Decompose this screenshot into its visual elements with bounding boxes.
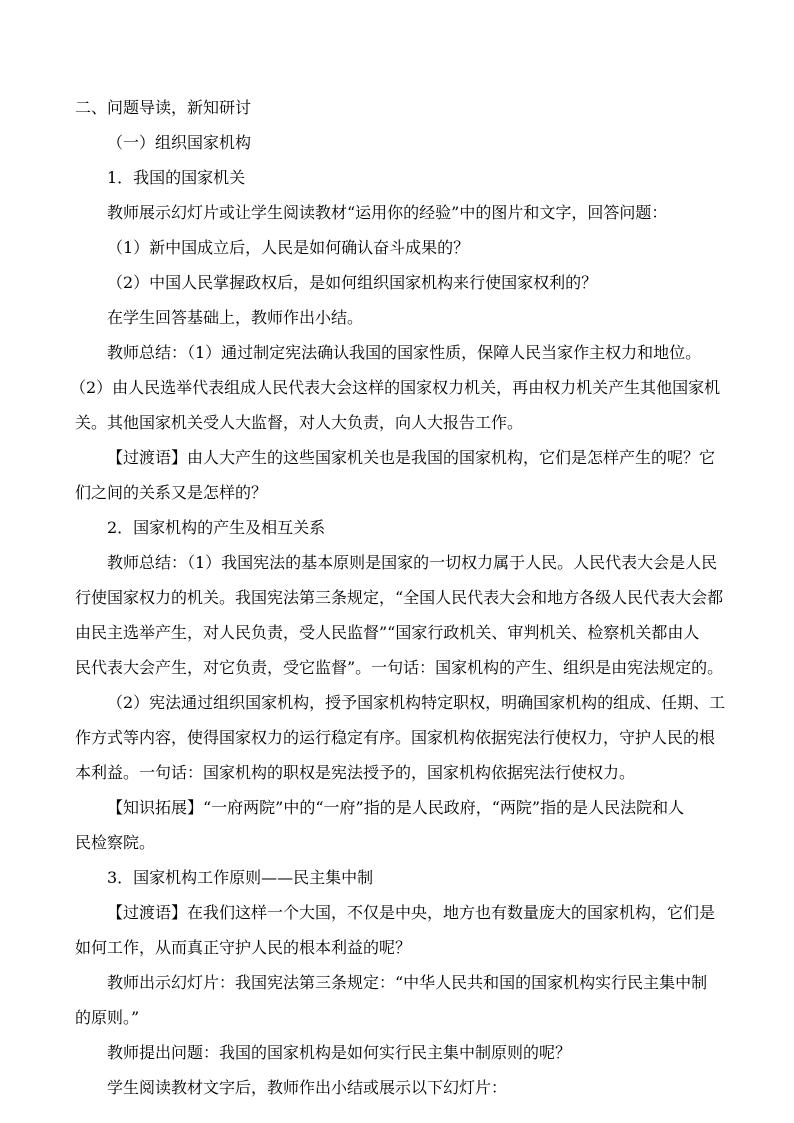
paragraph-line: （2）宪法通过组织国家机构，授予国家机构特定职权，明确国家机构的组成、任期、工 [107,693,726,712]
paragraph-line: 在学生回答基础上，教师作出小结。 [107,308,364,327]
topic-heading: 3．国家机构工作原则——民主集中制 [107,868,374,887]
paragraph-line: 关。其他国家机关受人大监督，对人大负责，向人大报告工作。 [75,413,524,432]
paragraph-line: 教师提出问题：我国的国家机构是如何实行民主集中制原则的呢？ [107,1043,572,1062]
paragraph-line: 民代表大会产生，对它负责，受它监督”。一句话：国家机构的产生、组织是由宪法规定的。 [75,658,724,677]
topic-heading: 1．我国的国家机关 [107,168,246,187]
paragraph-line: 教师总结：（1）通过制定宪法确认我国的国家性质，保障人民当家作主权力和地位。 [107,343,702,362]
transition-line: 如何工作，从而真正守护人民的根本利益的呢？ [75,938,412,957]
paragraph-line: 学生阅读教材文字后，教师作出小结或展示以下幻灯片： [107,1078,508,1097]
extension-line: 【知识拓展】“一府两院”中的“一府”指的是人民政府，“两院”指的是人民法院和人 [107,798,685,817]
paragraph-line: 教师出示幻灯片：我国宪法第三条规定：“中华人民共和国的国家机构实行民主集中制 [107,973,708,992]
topic-heading: 2．国家机构的产生及相互关系 [107,518,326,537]
section-heading: 二、问题导读，新知研讨 [75,98,252,117]
transition-line: 【过渡语】由人大产生的这些国家机关也是我国的国家机构，它们是怎样产生的呢？它 [107,448,716,467]
paragraph-line: 本利益。一句话：国家机构的职权是宪法授予的，国家机构依据宪法行使权力。 [75,763,636,782]
subsection-heading: （一）组织国家机构 [107,133,252,152]
paragraph-line: 由民主选举产生，对人民负责，受人民监督”“国家行政机关、审判机关、检察机关都由人 [75,623,700,642]
question-line: （2）中国人民掌握政权后，是如何组织国家机构来行使国家权利的？ [107,273,598,292]
transition-line: 们之间的关系又是怎样的？ [75,483,268,502]
transition-line: 【过渡语】在我们这样一个大国，不仅是中央，地方也有数量庞大的国家机构，它们是 [107,903,716,922]
paragraph-line: 行使国家权力的机关。我国宪法第三条规定，“全国人民代表大会和地方各级人民代表大会都 [75,588,724,607]
paragraph-line: （2）由人民选举代表组成人民代表大会这样的国家权力机关，再由权力机关产生其他国家机 [70,378,721,397]
question-line: （1）新中国成立后，人民是如何确认奋斗成果的？ [107,238,470,257]
paragraph-line: 作方式等内容，使得国家权力的运行稳定有序。国家机构依据宪法行使权力，守护人民的根 [75,728,716,747]
paragraph-line: 的原则。” [75,1008,140,1027]
extension-line: 民检察院。 [75,833,156,852]
paragraph-line: 教师展示幻灯片或让学生阅读教材“运用你的经验”中的图片和文字，回答问题： [107,203,668,222]
paragraph-line: 教师总结：（1）我国宪法的基本原则是国家的一切权力属于人民。人民代表大会是人民 [107,553,718,572]
